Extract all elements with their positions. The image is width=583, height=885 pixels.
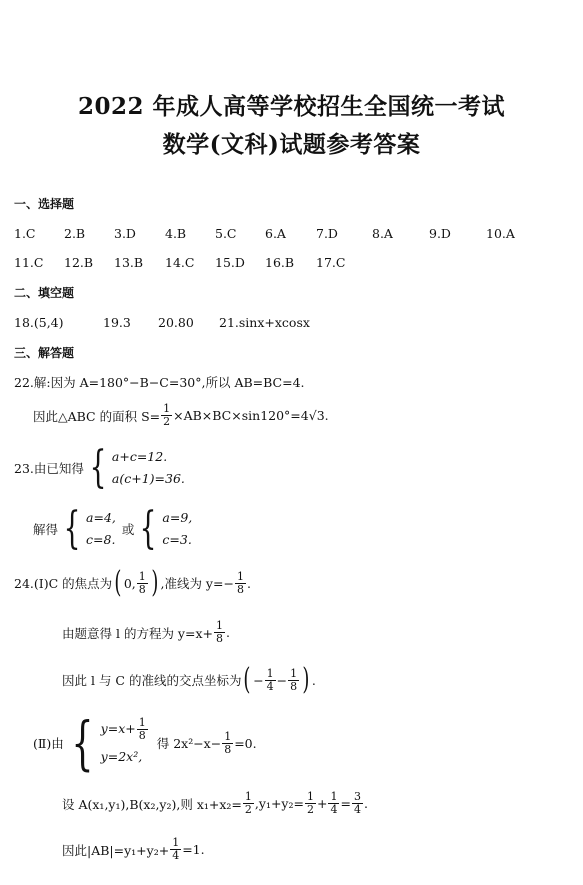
fraction-one-half: $\frac{1}{2}$: [163, 402, 171, 428]
q23-solve-label: 解得: [33, 522, 59, 537]
q24-p2: [62, 620, 230, 645]
choice-answer: 11.C: [14, 255, 44, 270]
fraction-one-eighth: $\frac{1}{8}$: [224, 729, 232, 756]
choice-answer: 4.B: [165, 226, 187, 241]
q23-solution-2: [162, 507, 192, 551]
q24-p4-eq2: y=2x²,: [100, 749, 143, 764]
q23-eq2: a(c+1)=36.: [111, 471, 185, 486]
q23-solution-1: [86, 507, 116, 551]
brace-icon: {: [139, 503, 157, 554]
choice-answer: 15.D: [215, 255, 245, 270]
equals-sign: =: [340, 796, 351, 811]
choice-answer: 16.B: [265, 255, 295, 270]
q23-s2b: c=3.: [162, 532, 192, 547]
paren-left-icon: (: [114, 565, 122, 600]
plus-sign: +: [316, 796, 328, 811]
q24-p1-end: .: [246, 575, 251, 591]
q24-p3-pre: 因此 l 与 C 的准线的交点坐标为: [62, 673, 242, 688]
q24-p6-pre: 因此|AB|=y₁+y₂+: [62, 842, 170, 858]
q22-line2: [33, 403, 329, 428]
fraction-one-eighth: $\frac{1}{8}$: [290, 666, 298, 693]
choice-answer: 1.C: [14, 226, 36, 241]
choice-answer: 12.B: [64, 255, 94, 270]
minus-sign: −: [253, 672, 264, 688]
fraction-one-eighth: $\frac{1}{8}$: [138, 715, 146, 742]
q24-p5-pre: 设 A(x₁,y₁),B(x₂,y₂),则 x₁+x₂=: [62, 796, 242, 812]
q24-p4-end: =0.: [234, 735, 257, 751]
fill-answer-19: 19.3: [103, 315, 131, 330]
q23-or: 或: [121, 522, 135, 537]
q23-system: [14, 442, 185, 493]
fraction-one-quarter: $\frac{1}{4}$: [172, 836, 180, 862]
fraction-one-eighth: $\frac{1}{8}$: [215, 619, 223, 645]
q24-p6: [62, 837, 205, 862]
q22-line2-post: ×AB×BC×sin120°=4√3.: [173, 408, 329, 423]
q24-p1-pre: 24.(Ⅰ)C 的焦点为: [14, 576, 113, 591]
q24-p5: [62, 791, 368, 816]
fraction-three-quarters: $\frac{3}{4}$: [353, 790, 361, 816]
q24-p2-end: .: [225, 625, 230, 640]
section-answer: 三、解答题: [14, 346, 75, 360]
choice-answer: 8.A: [372, 226, 393, 241]
q24-p5-mid: ,y₁+y₂=: [254, 796, 304, 811]
q23-eq1: a+c=12.: [111, 449, 168, 464]
page-title-line2: 数学(文科)试题参考答案: [162, 131, 421, 158]
q23-label: 23.由已知得: [14, 461, 84, 476]
choice-answer: 14.C: [165, 255, 195, 270]
fill-answer-20: 20.80: [158, 315, 194, 330]
paren-right-icon: ): [151, 565, 159, 600]
fraction-one-eighth: $\frac{1}{8}$: [138, 569, 146, 596]
q23-s1a: a=4,: [86, 510, 116, 525]
q23-s2a: a=9,: [162, 510, 193, 525]
fill-answer-18: 18.(5,4): [14, 315, 64, 330]
q24-p4-label: (Ⅱ)由: [33, 736, 64, 751]
q24-focus-x: 0,: [123, 575, 136, 591]
choice-answer: 6.A: [265, 226, 286, 241]
q24-p4: [33, 709, 257, 777]
q23-solution: [33, 503, 193, 554]
choice-answer: 10.A: [486, 226, 515, 241]
brace-icon: {: [89, 442, 107, 493]
q24-p3: [62, 662, 316, 697]
q24-p1: [14, 565, 251, 600]
fraction-one-quarter: $\frac{1}{4}$: [330, 790, 338, 816]
q24-p3-end: .: [311, 672, 316, 688]
q24-p4-eq1: y=x+ $\frac{1}{8}$: [100, 715, 146, 742]
q22-line1: 22.解:因为 A=180°−B−C=30°,所以 AB=BC=4.: [14, 375, 305, 390]
fill-answer-21: 21.sinx+xcosx: [219, 315, 310, 330]
brace-icon: {: [71, 709, 94, 777]
fraction-one-eighth: $\frac{1}{8}$: [236, 569, 244, 596]
choice-answer: 3.D: [114, 226, 136, 241]
page-title-line1: 2022 年成人高等学校招生全国统一考试: [77, 93, 506, 120]
section-choice: 一、选择题: [14, 197, 75, 211]
section-fill: 二、填空题: [14, 286, 75, 300]
choice-answer: 2.B: [64, 226, 86, 241]
q23-s1b: c=8.: [86, 532, 116, 547]
choice-answer: 13.B: [114, 255, 144, 270]
paren-right-icon: ): [302, 662, 310, 697]
q23-equations: [112, 446, 185, 490]
choice-answer: 5.C: [215, 226, 237, 241]
fraction-one-half: $\frac{1}{2}$: [306, 790, 314, 816]
fraction-one-quarter: $\frac{1}{4}$: [266, 666, 274, 693]
q24-p6-end: =1.: [182, 842, 205, 857]
choice-answer: 7.D: [316, 226, 338, 241]
choice-answer: 17.C: [316, 255, 346, 270]
q24-p4-system: [101, 715, 149, 771]
paren-left-icon: (: [243, 662, 251, 697]
q24-p2-pre: 由题意得 l 的方程为 y=x+: [62, 625, 213, 641]
minus-sign: −: [276, 672, 288, 688]
fraction-one-half: $\frac{1}{2}$: [244, 790, 252, 816]
q24-p1-mid: ,准线为 y=−: [160, 576, 234, 591]
q22-line2-pre: 因此△ABC 的面积 S=: [33, 408, 161, 424]
q24-p5-end: .: [363, 796, 368, 811]
q24-p4-mid: 得 2x²−x−: [156, 736, 222, 751]
choice-answer: 9.D: [429, 226, 451, 241]
brace-icon: {: [63, 503, 81, 554]
